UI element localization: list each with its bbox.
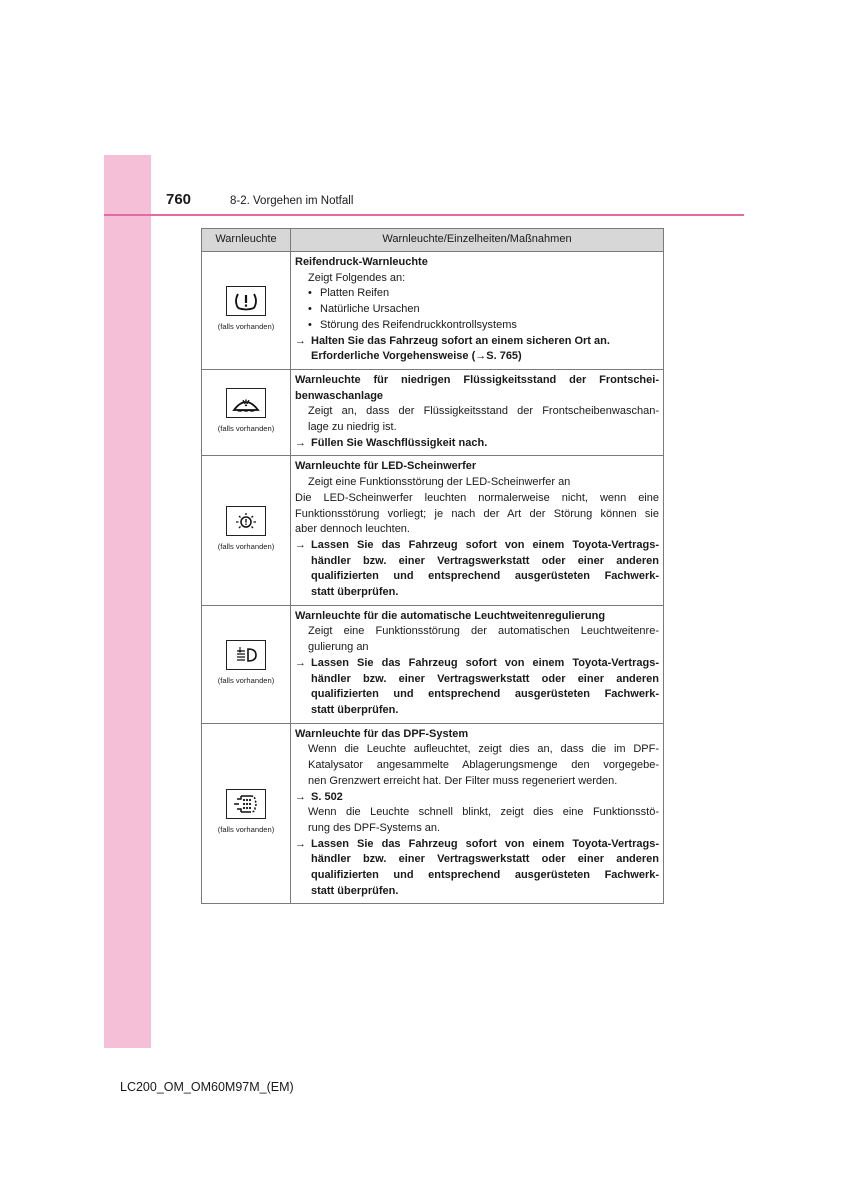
action-item: → Füllen Sie Waschflüssigkeit nach.: [295, 436, 488, 449]
details-cell: [291, 723, 664, 904]
row-description: Zeigt eine Funktionsstörung der automatischen Leuchtweitenre-: [308, 625, 659, 638]
row-title: Warnleuchte für die automatische Leuchtweitenregulierung: [295, 609, 606, 622]
details-cell: [291, 456, 664, 605]
row-title: Warnleuchte für das DPF-System: [295, 727, 469, 740]
row-title: Warnleuchte für LED-Scheinwerfer: [295, 460, 477, 473]
row-description: Wenn die Leuchte aufleuchtet, zeigt dies an, dass die im DPF-: [308, 743, 659, 756]
document-code: LC200_OM_OM60M97M_(EM): [120, 1080, 294, 1094]
action-item: → Lassen Sie das Fahrzeug sofort von einem Toyota-Vertrags- händler bzw. einer Vertragswerkstatt oder einer anderen qualifizierten und entsprechend ausgerüsteten Fachwerk- statt überprüfen.: [295, 538, 659, 599]
action-item: → Lassen Sie das Fahrzeug sofort von einem Toyota-Vertrags- händler bzw. einer Vertragswerkstatt oder einer anderen qualifizierten und entsprechend ausgerüsteten Fachwerk- statt überprüfen.: [295, 837, 659, 897]
page-number: 760: [166, 191, 192, 208]
icon-caption: (falls vorhanden): [217, 542, 275, 552]
dpf-system-icon: [226, 789, 266, 819]
table-row: [202, 605, 664, 723]
row-note: aber dennoch leuchten.: [295, 523, 410, 536]
details-cell: [291, 605, 664, 723]
icon-caption: (falls vorhanden): [217, 825, 275, 835]
column-header-warning-light: Warnleuchte: [202, 229, 291, 252]
icon-cell: [202, 456, 291, 605]
row-note: Die LED-Scheinwerfer leuchten normalerweise nicht, wenn eine: [295, 491, 659, 504]
icon-cell: [202, 605, 291, 723]
header-rule: [104, 214, 744, 216]
icon-caption: (falls vorhanden): [217, 675, 275, 685]
table-row: [202, 456, 664, 605]
row-intro: Zeigt Folgendes an:: [308, 271, 406, 284]
icon-caption: (falls vorhanden): [217, 424, 275, 434]
row-title: Reifendruck-Warnleuchte: [295, 256, 428, 268]
action-item: → Halten Sie das Fahrzeug sofort an einem sicheren Ort an.: [295, 334, 610, 347]
icon-cell: [202, 369, 291, 456]
row-title-cont: benwaschanlage: [295, 389, 384, 402]
list-item: • Störung des Reifendruckkontrollsystems: [308, 318, 517, 331]
action-item: → Lassen Sie das Fahrzeug sofort von einem Toyota-Vertrags- händler bzw. einer Vertragswerkstatt oder einer anderen qualifizierten und entsprechend ausgerüsteten Fachwerk- statt überprüfen.: [295, 656, 659, 716]
headlight-leveling-icon: [226, 640, 266, 670]
list-item: • Natürliche Ursachen: [308, 303, 420, 316]
icon-cell: [202, 252, 291, 370]
table-row: [202, 252, 664, 370]
row-title: Warnleuchte für niedrigen Flüssigkeitsstand der Frontschei-: [295, 373, 659, 386]
row-description: Zeigt eine Funktionsstörung der LED-Scheinwerfer an: [308, 476, 571, 489]
list-item: • Platten Reifen: [308, 287, 390, 300]
table-header-row: [202, 229, 664, 252]
row-description-cont: lage zu niedrig ist.: [308, 421, 397, 434]
row-description: nen Grenzwert erreicht hat. Der Filter muss regeneriert werden.: [308, 774, 618, 787]
row-description-cont: gulierung an: [308, 641, 369, 654]
details-cell: [291, 252, 664, 370]
page-reference: → S. 502: [295, 790, 343, 803]
row-description: Katalysator angesammelte Ablagerungsmenge den vorgegebe-: [308, 759, 659, 772]
table-row: [202, 369, 664, 456]
chapter-tab-band: [104, 155, 151, 1048]
row-note: rung des DPF-Systems an.: [308, 821, 441, 834]
column-header-details: Warnleuchte/Einzelheiten/Maßnahmen: [291, 229, 664, 252]
row-note: Wenn die Leuchte schnell blinkt, zeigt dies eine Funktionsstö-: [308, 806, 659, 819]
icon-cell: [202, 723, 291, 904]
table-row: [202, 723, 664, 904]
washer-fluid-low-icon: [226, 388, 266, 418]
warning-light-table: [201, 228, 664, 904]
action-item: Erforderliche Vorgehensweise (→S. 765): [311, 350, 522, 363]
row-note: Funktionsstörung vorliegt; je nach der Art der Störung können sie: [295, 507, 659, 520]
led-headlight-malfunction-icon: [226, 506, 266, 536]
row-description: Zeigt an, dass der Flüssigkeitsstand der Frontscheibenwaschan-: [308, 405, 659, 418]
section-title: 8-2. Vorgehen im Notfall: [230, 195, 354, 207]
details-cell: [291, 369, 664, 456]
tire-pressure-warning-icon: [226, 286, 266, 316]
icon-caption: (falls vorhanden): [217, 322, 275, 332]
